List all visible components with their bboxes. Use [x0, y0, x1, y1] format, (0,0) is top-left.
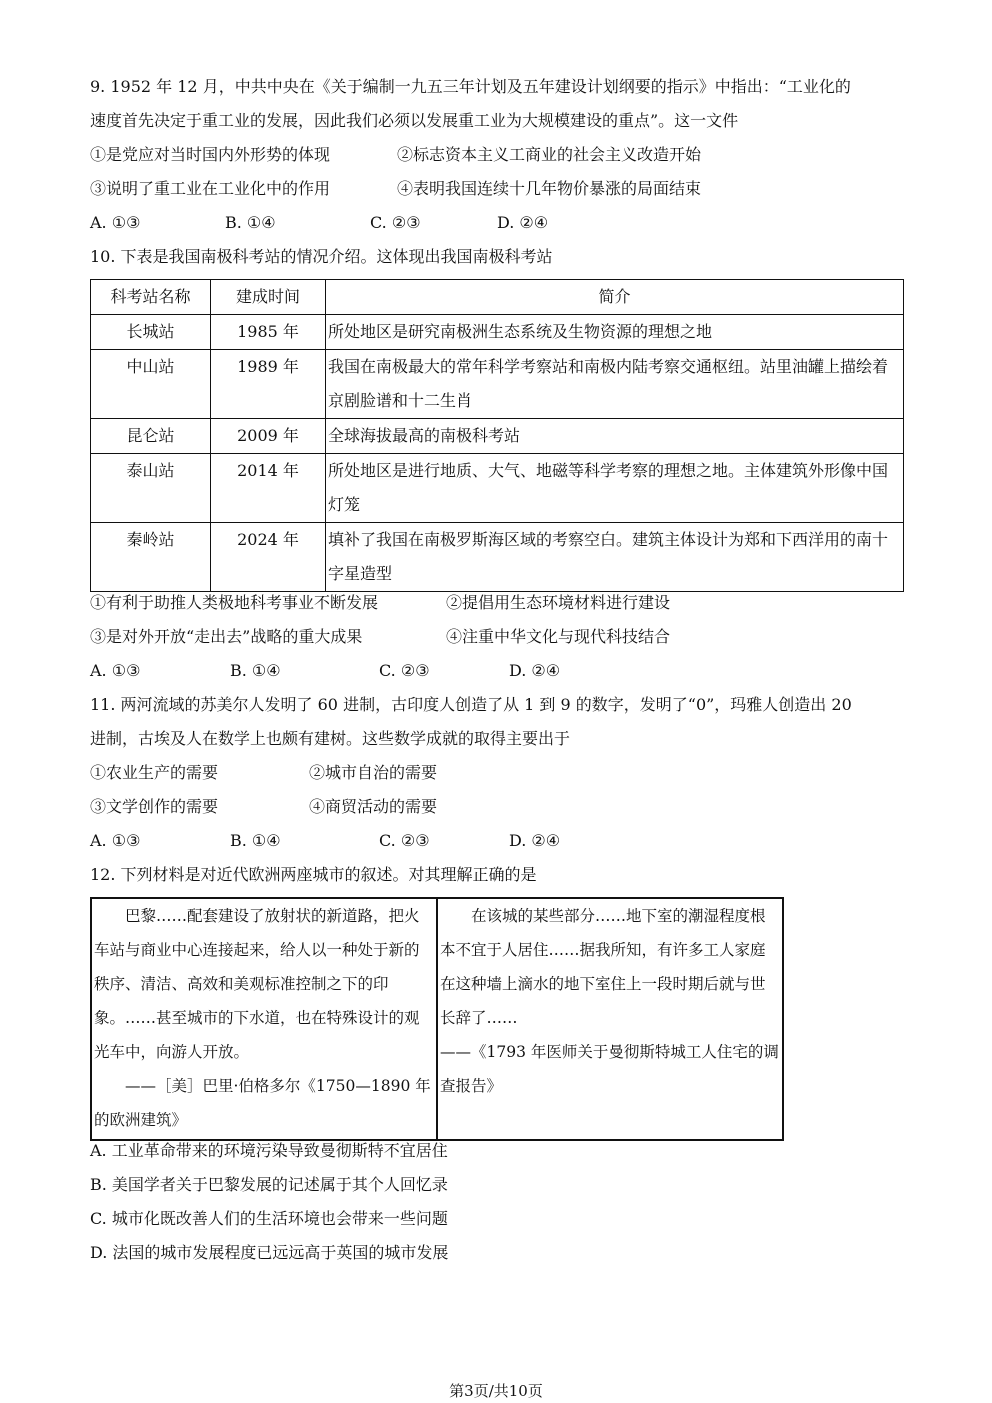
material-manchester-source: ——《1793 年医师关于曼彻斯特城工人住宅的调查报告》	[440, 1043, 779, 1095]
q11-choice-a: A. ①③	[90, 831, 141, 850]
station-year: 2009 年	[211, 419, 326, 454]
q9-choice-c: C. ②③	[370, 213, 421, 232]
q10-statement-3: ③是对外开放“走出去”战略的重大成果	[90, 627, 363, 646]
material-paris-text: 巴黎……配套建设了放射状的新道路，把火车站与商业中心连接起来，给人以一种处于新的秩序、清洁、高效和美观标准控制之下的印象。……甚至城市的下水道，也在特殊设计的观光车中，向游人开放。	[94, 907, 420, 1061]
q9-choice-d: D. ②④	[497, 213, 549, 232]
q10-choice-c: C. ②③	[379, 661, 430, 680]
station-name: 长城站	[91, 315, 211, 350]
q12-choice-c: C. 城市化既改善人们的生活环境也会带来一些问题	[90, 1209, 448, 1228]
q9-statement-1: ①是党应对当时国内外形势的体现	[90, 145, 331, 164]
table-row	[91, 523, 904, 592]
station-table	[90, 279, 904, 592]
q11-statement-1: ①农业生产的需要	[90, 763, 219, 782]
q11-choice-b: B. ①④	[230, 831, 281, 850]
table-row	[91, 454, 904, 523]
material-paris-source: ——［美］巴里·伯格多尔《1750—1890 年的欧洲建筑》	[94, 1077, 431, 1129]
material-paris	[92, 899, 438, 1139]
q11-statement-3: ③文学创作的需要	[90, 797, 219, 816]
station-year: 1989 年	[211, 350, 326, 419]
q9-statement-3: ③说明了重工业在工业化中的作用	[90, 179, 331, 198]
q10-statement-1: ①有利于助推人类极地科考事业不断发展	[90, 593, 379, 612]
q10-choice-d: D. ②④	[509, 661, 561, 680]
q12-stem: 12. 下列材料是对近代欧洲两座城市的叙述。对其理解正确的是	[90, 865, 537, 884]
material-manchester	[438, 899, 782, 1139]
q10-statement-4: ④注重中华文化与现代科技结合	[446, 627, 671, 646]
table-row	[91, 419, 904, 454]
station-year: 2024 年	[211, 523, 326, 592]
table-row	[91, 315, 904, 350]
header-description: 简介	[326, 280, 904, 315]
table-row	[91, 350, 904, 419]
q9-stem-line-1: 9. 1952 年 12 月，中共中央在《关于编制一九五三年计划及五年建设计划纲要的指示》中指出：“工业化的	[90, 77, 851, 96]
q12-choice-b: B. 美国学者关于巴黎发展的记述属于其个人回忆录	[90, 1175, 448, 1194]
q11-stem-line-1: 11. 两河流域的苏美尔人发明了 60 进制，古印度人创造了从 1 到 9 的数字，发明了“0”，玛雅人创造出 20	[90, 695, 852, 714]
q11-choice-d: D. ②④	[509, 831, 561, 850]
header-station-name: 科考站名称	[91, 280, 211, 315]
station-description: 所处地区是研究南极洲生态系统及生物资源的理想之地	[326, 315, 904, 350]
page-number: 第3页/共10页	[449, 1382, 543, 1400]
material-manchester-text: 在该城的某些部分……地下室的潮湿程度根本不宜于人居住……据我所知，有许多工人家庭在这种墙上滴水的地下室住上一段时期后就与世长辞了……	[440, 907, 766, 1027]
q9-choice-a: A. ①③	[90, 213, 141, 232]
station-description: 填补了我国在南极罗斯海区域的考察空白。建筑主体设计为郑和下西洋用的南十字星造型	[326, 523, 904, 592]
station-name: 泰山站	[91, 454, 211, 523]
station-table-header	[91, 280, 904, 315]
q11-choice-c: C. ②③	[379, 831, 430, 850]
station-description: 全球海拔最高的南极科考站	[326, 419, 904, 454]
header-build-time: 建成时间	[211, 280, 326, 315]
q10-choice-a: A. ①③	[90, 661, 141, 680]
q9-choice-b: B. ①④	[225, 213, 276, 232]
q11-statement-4: ④商贸活动的需要	[309, 797, 438, 816]
q11-stem-line-2: 进制，古埃及人在数学上也颇有建树。这些数学成就的取得主要出于	[90, 729, 571, 748]
station-name: 昆仑站	[91, 419, 211, 454]
q9-stem-line-2: 速度首先决定于重工业的发展，因此我们必须以发展重工业为大规模建设的重点”。这一文件	[90, 111, 739, 130]
q10-choice-b: B. ①④	[230, 661, 281, 680]
station-description: 我国在南极最大的常年科学考察站和南极内陆考察交通枢纽。站里油罐上描绘着京剧脸谱和十二生肖	[326, 350, 904, 419]
q10-stem: 10. 下表是我国南极科考站的情况介绍。这体现出我国南极科考站	[90, 247, 553, 266]
q12-choice-d: D. 法国的城市发展程度已远远高于英国的城市发展	[90, 1243, 449, 1262]
q11-statement-2: ②城市自治的需要	[309, 763, 438, 782]
q10-statement-2: ②提倡用生态环境材料进行建设	[446, 593, 671, 612]
station-name: 秦岭站	[91, 523, 211, 592]
q12-material-box	[90, 897, 784, 1141]
station-year: 1985 年	[211, 315, 326, 350]
station-year: 2014 年	[211, 454, 326, 523]
station-name: 中山站	[91, 350, 211, 419]
station-description: 所处地区是进行地质、大气、地磁等科学考察的理想之地。主体建筑外形像中国灯笼	[326, 454, 904, 523]
q9-statement-2: ②标志资本主义工商业的社会主义改造开始	[397, 145, 702, 164]
q9-statement-4: ④表明我国连续十几年物价暴涨的局面结束	[397, 179, 702, 198]
q12-choice-a: A. 工业革命带来的环境污染导致曼彻斯特不宜居住	[90, 1141, 448, 1160]
